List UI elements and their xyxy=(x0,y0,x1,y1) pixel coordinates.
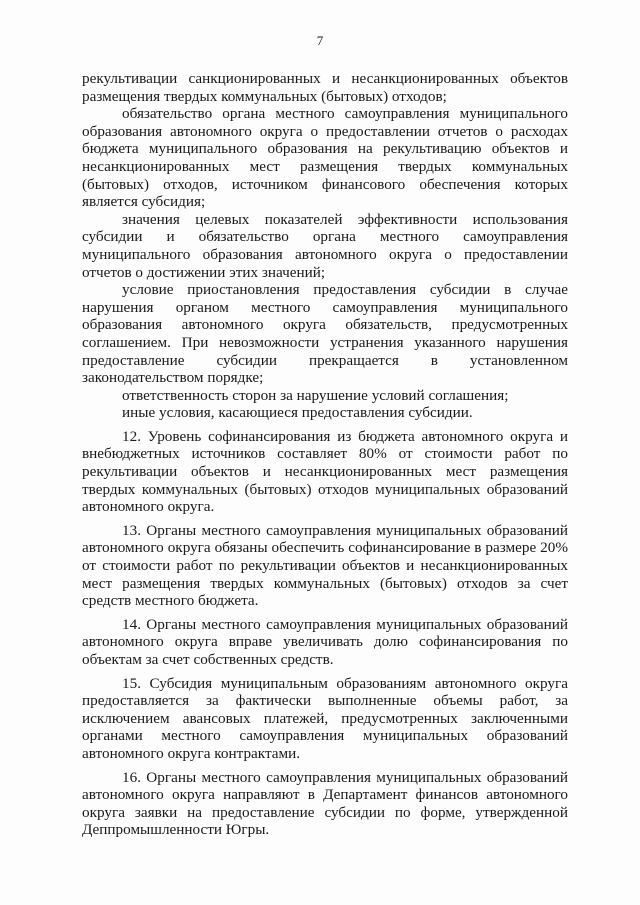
page-number: 7 xyxy=(316,33,324,48)
paragraph-item-14: 14. Органы местного самоуправления муниципальных образований автономного округа вправе увеличивать долю софинансирования по объектам за счет собственных средств. xyxy=(82,615,568,668)
paragraph-report-obligation: обязательство органа местного самоуправления муниципального образования автономного округа о предоставлении отчетов о расходах бюджета муниципального образования на рекультивацию объектов и несанкционированных мест размещения твердых коммунальных (бытовых) отходов, источником финансового обеспечения которых является субсидия; xyxy=(82,105,568,211)
paragraph-item-12: 12. Уровень софинансирования из бюджета автономного округа и внебюджетных источников составляет 80% от стоимости работ по рекультивации объектов и несанкционированных мест размещения твердых коммунальных (бытовых) отходов муниципальных образований автономного округа. xyxy=(82,427,568,516)
paragraph-other-conditions: иные условия, касающиеся предоставления субсидии. xyxy=(122,404,473,422)
paragraph-item-13: 13. Органы местного самоуправления муниципальных образований автономного округа обязаны обеспечить софинансирование в размере 20% от стоимости работ по рекультивации объектов и несанкционированных мест размещения твердых коммунальных (бытовых) отходов за счет средств местного бюджета. xyxy=(82,521,568,610)
paragraph-suspension-condition: условие приостановления предоставления субсидии в случае нарушения органом местного самоуправления муниципального образования автономного округа обязательств, предусмотренных соглашением. При невозможности устранения указанного нарушения предоставление субсидии прекращается в установленном законодательством порядке; xyxy=(82,281,568,387)
document-body xyxy=(82,70,568,839)
paragraph-item-15: 15. Субсидия муниципальным образованиям автономного округа предоставляется за фактически выполненные объемы работ, за исключением авансовых платежей, предусмотренных заключенными органами местного самоуправления муниципальных образований автономного округа контрактами. xyxy=(82,674,568,762)
paragraph-item-16: 16. Органы местного самоуправления муниципальных образований автономного округа направляют в Департамент финансов автономного округа заявки на предоставление субсидии по форме, утвержденной Деппромышленности Югры. xyxy=(82,768,568,839)
paragraph-continuation: рекультивации санкционированных и несанкционированных объектов размещения твердых коммунальных (бытовых) отходов; xyxy=(82,70,568,105)
paragraph-liability: ответственность сторон за нарушение условий соглашения; xyxy=(122,386,509,404)
paragraph-target-indicators: значения целевых показателей эффективности использования субсидии и обязательство органа местного самоуправления муниципального образования автономного округа о предоставлении отчетов о достижении этих значений; xyxy=(82,210,568,281)
